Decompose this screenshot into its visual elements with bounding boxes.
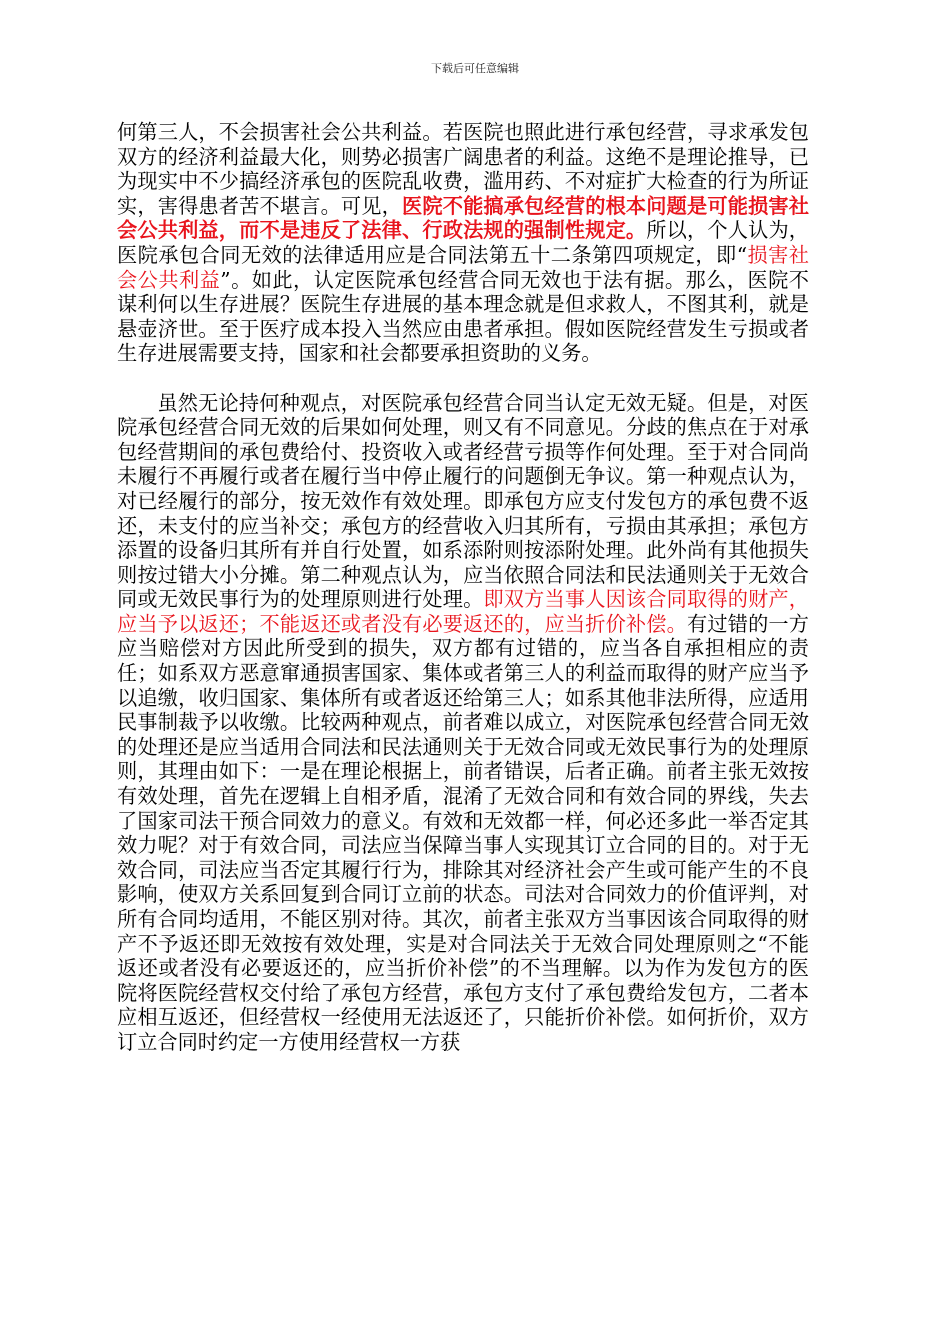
paragraph-2 [117,391,809,1055]
paragraph-2-text-b: 有过错的一方应当赔偿对方因此所受到的损失，双方都有过错的，应当各自承担相应的责任；如系双方恶意窜通损害国家、集体或者第三人的利益而取得的财产应当予以追缴，收归国家、集体所有或者返还给第三人；如系其他非法所得，应适用民事制裁予以收缴。比较两种观点，前者难以成立，对医院承包经营合同无效的处理还是应当适用合同法和民法通则关于无效合同或无效民事行为的处理原则，其理由如下：一是在理论根据上，前者错误，后者正确。前者主张无效按有效处理，首先在逻辑上自相矛盾，混淆了无效合同和有效合同的界线，失去了国家司法干预合同效力的意义。有效和无效都一样，何必还多此一举否定其效力呢？对于有效合同，司法应当保障当事人实现其订立合同的目的。对于无效合同，司法应当否定其履行行为，排除其对经济社会产生或可能产生的不良影响，使双方关系回复到合同订立前的状态。司法对合同效力的价值评判，对所有合同均适用，不能区别对待。其次，前者主张双方当事因该合同取得的财产不予返还即无效按有效处理，实是对合同法关于无效合同处理原则之“不能返还或者没有必要返还的，应当折价补偿”的不当理解。以为作为发包方的医院将医院经营权交付给了承包方经营，承包方支付了承包费给发包方，二者本应相互返还，但经营权一经使用无法返还了，只能折价补偿。如何折价，双方订立合同时约定一方使用经营权一方获 [117,611,809,1054]
paragraph-1-text-a: 何第三人，不会损害社会公共利益。若医院也照此进行承包经营，寻求承发包双方的经济利益最大化，则势必损害广阔患者的利益。这绝不是理论推导，已为现实中不少搞经济承包的医院乱收费，滥用药、不对症扩大检查的行为所证实，害得患者苦不堪言。可见， [117,120,809,218]
paragraph-2-red-emphasis: 即双方当事人因该合同取得的财产，应当予以返还；不能返还或者没有必要返还的，应当折价补偿。 [117,587,809,636]
paragraph-1-red-emphasis: 损害社会公共利益 [117,242,809,292]
paragraph-1-text-b: 所以，个人认为，医院承包合同无效的法律适用应是合同法第五十二条第四项规定，即“ [117,218,809,267]
paragraph-1-text-c: ”。如此，认定医院承包经营合同无效也于法有据。那么，医院不谋利何以生存进展？医院生存进展的基本理念就是但求救人，不图其利，就是悬壶济世。至于医疗成本投入当然应由患者承担。假如医院经营发生亏损或者生存进展需要支持，国家和社会都要承担资助的义务。 [117,267,809,366]
page-header: 下载后可任意编辑 [431,62,519,75]
paragraph-1-bold-red-emphasis: 医院不能搞承包经营的根本问题是可能损害社会公共利益，而不是违反了法律、行政法规的强制性规定。 [117,193,809,243]
paragraph-2-text-a: 虽然无论持何种观点，对医院承包经营合同当认定无效无疑。但是，对医院承包经营合同无效的后果如何处理，则又有不同意见。分歧的焦点在于对承包经营期间的承包费给付、投资收入或者经营亏损等作何处理。至于对合同尚未履行不再履行或者在履行当中停止履行的问题倒无争议。第一种观点认为，对已经履行的部分，按无效作有效处理。即承包方应支付发包方的承包费不返还，未支付的应当补交；承包方的经营收入归其所有，亏损由其承担；承包方添置的设备归其所有并自行处置，如系添附则按添附处理。此外尚有其他损失则按过错大小分摊。第二种观点认为，应当依照合同法和民法通则关于无效合同或无效民事行为的处理原则进行处理。 [117,390,809,612]
document-body [117,120,809,1055]
paragraph-1 [117,120,809,366]
